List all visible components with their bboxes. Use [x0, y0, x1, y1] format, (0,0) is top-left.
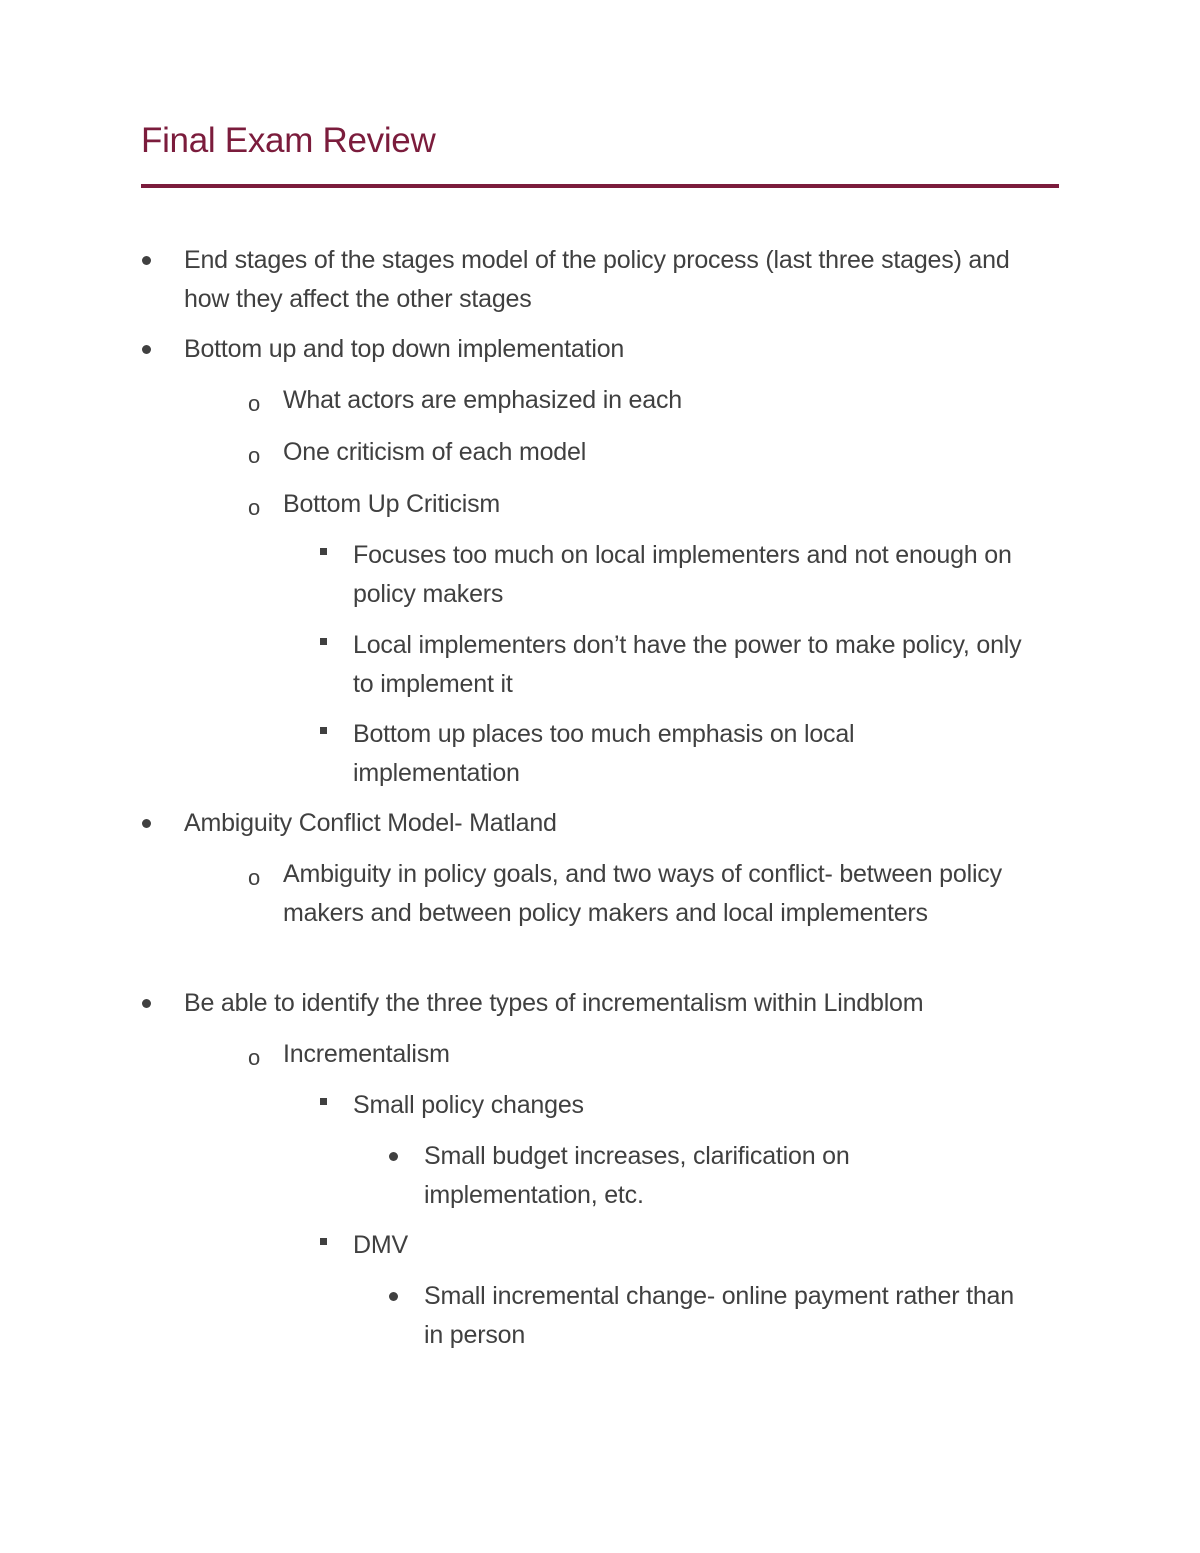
- bullet-dot-icon: [389, 1292, 398, 1301]
- square-bullet-icon: [320, 1098, 327, 1105]
- square-bullet-icon: [320, 548, 327, 555]
- list-item-level1: Be able to identify the three types of incrementalism within Lindblom: [184, 989, 924, 1017]
- list-item-level1: Ambiguity Conflict Model- Matland: [184, 809, 557, 837]
- list-item-level2: One criticism of each model: [283, 438, 587, 466]
- list-item-level3: Small policy changes: [353, 1091, 584, 1119]
- circle-o-icon: o: [248, 1045, 261, 1070]
- list-item-level2: What actors are emphasized in each: [283, 386, 682, 414]
- circle-o-icon: o: [248, 391, 261, 416]
- circle-o-icon: o: [248, 865, 261, 890]
- bullet-dot-icon: [142, 345, 151, 354]
- page-title: Final Exam Review: [141, 121, 436, 160]
- bullet-dot-icon: [142, 819, 151, 828]
- bullet-dot-icon: [389, 1152, 398, 1161]
- square-bullet-icon: [320, 1238, 327, 1245]
- list-item-level3: Local implementers don’t have the power to make policy, only to implement it: [353, 631, 1022, 698]
- list-item-level2: Incrementalism: [283, 1040, 450, 1068]
- list-item-level3: Bottom up places too much emphasis on local implementation: [353, 720, 855, 787]
- list-item-level3: DMV: [353, 1231, 408, 1259]
- circle-o-icon: o: [248, 495, 261, 520]
- list-item-level2: Ambiguity in policy goals, and two ways of conflict- between policy makers and between policy makers and local implementers: [283, 860, 1002, 927]
- square-bullet-icon: [320, 638, 327, 645]
- list-item-level4: Small incremental change- online payment rather than in person: [424, 1282, 1014, 1349]
- list-item-level1: Bottom up and top down implementation: [184, 335, 625, 363]
- list-item-level1: End stages of the stages model of the policy process (last three stages) and how they affect the other stages: [184, 246, 1010, 313]
- list-item-level2: Bottom Up Criticism: [283, 490, 501, 518]
- bullet-dot-icon: [142, 999, 151, 1008]
- circle-o-icon: o: [248, 443, 261, 468]
- list-item-level3: Focuses too much on local implementers and not enough on policy makers: [353, 541, 1012, 608]
- title-underline: [141, 184, 1059, 188]
- list-item-level4: Small budget increases, clarification on implementation, etc.: [424, 1142, 850, 1209]
- square-bullet-icon: [320, 727, 327, 734]
- bullet-dot-icon: [142, 256, 151, 265]
